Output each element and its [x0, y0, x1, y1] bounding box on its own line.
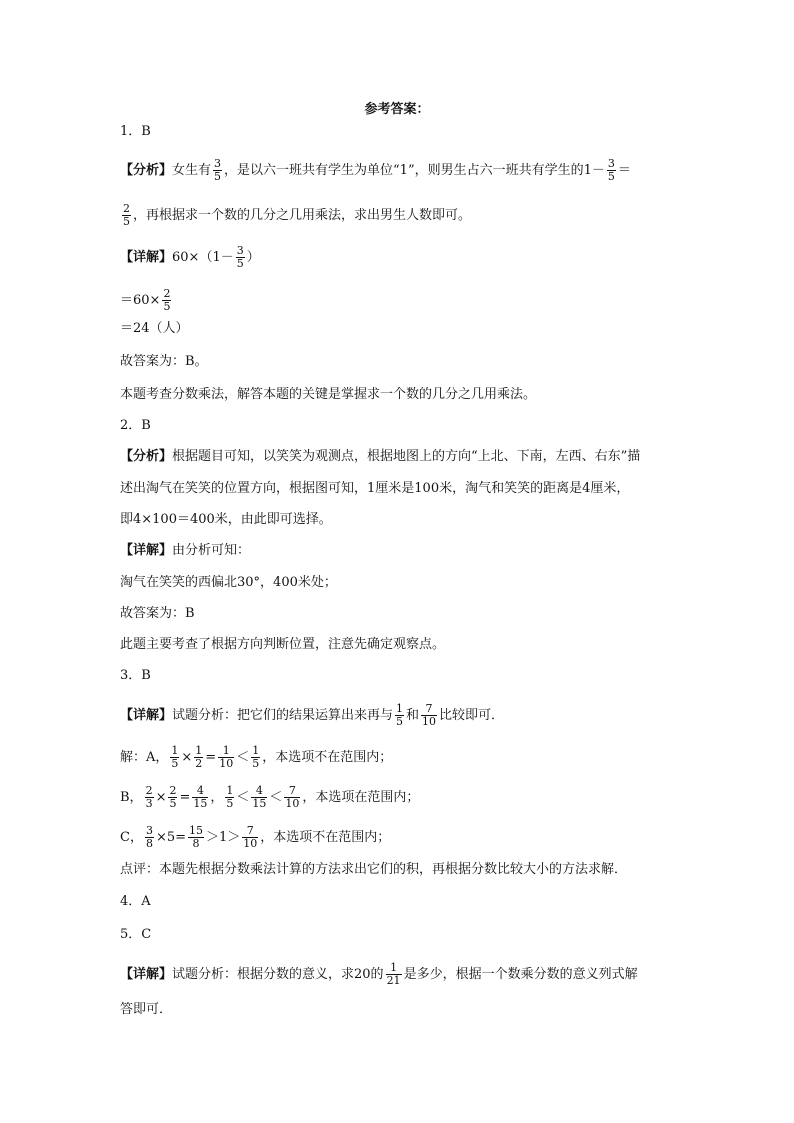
q1-detail-line2: ＝60× $\frac{2}{5}$: [120, 287, 171, 313]
fraction: $\frac{1}{21}$: [386, 961, 401, 987]
q3-solution-c: C， $\frac{3}{8}$ ×5= $\frac{15}{8}$ ＞1＞ $\frac{7}{10}$ ，本选项不在范围内；: [120, 824, 391, 850]
q3-detail-line1: 【详解】试题分析：把它们的结果运算出来再与 $\frac{1}{5}$ 和 $\frac{7}{10}$ 比较即可．: [120, 702, 505, 728]
detail-tag: 【详解】: [120, 543, 173, 558]
analysis-tag: 【分析】: [120, 163, 173, 178]
q4-number: 4．A: [120, 894, 151, 909]
q1-number: 1．B: [120, 124, 151, 139]
q2-summary: 此题主要考查了根据方向判断位置，注意先确定观察点。: [120, 637, 446, 652]
q3-solution-b: B， $\frac{2}{3}$ × $\frac{2}{5}$ = $\frac{4}{15}$ ， $\frac{1}{5}$ ＜ $\frac{4}{15}$ ＜ $\frac{7}{10}$ ，本选项在范围内；: [120, 784, 420, 810]
q2-detail-line2: 淘气在笑笑的西偏北30°，400米处；: [120, 575, 337, 590]
q5-number: 5．C: [120, 927, 152, 942]
q5-detail-line1: 【详解】试题分析：根据分数的意义，求20的 $\frac{1}{21}$ 是多少，根据一个数乘分数的意义列式解: [120, 961, 638, 987]
q2-analysis-line2: 述出淘气在笑笑的位置方向，根据图可知，1厘米是100米，淘气和笑笑的距离是4厘米，: [120, 481, 630, 496]
q3-number: 3．B: [120, 668, 151, 683]
q1-summary: 本题考查分数乘法，解答本题的关键是掌握求一个数的几分之几用乘法。: [120, 387, 537, 402]
fraction: $\frac{2}{5}$: [163, 287, 171, 313]
q1-detail-line1: 【详解】60×（1－ $\frac{3}{5}$ ）: [120, 244, 260, 270]
analysis-tag: 【分析】: [120, 449, 173, 464]
q2-detail-line1: 【详解】由分析可知：: [120, 543, 251, 558]
page-title: 参考答案：: [364, 102, 430, 117]
detail-tag: 【详解】: [120, 967, 173, 982]
fraction: $\frac{1}{5}$: [396, 702, 404, 728]
q2-analysis-line3: 即4×100＝400米，由此即可选择。: [120, 512, 332, 527]
fraction: $\frac{7}{10}$: [422, 702, 437, 728]
q1-detail-line3: ＝24（人）: [120, 321, 189, 336]
q3-comment: 点评：本题先根据分数乘法计算的方法求出它们的积，再根据分数比较大小的方法求解．: [120, 862, 628, 877]
q2-analysis-line1: 【分析】根据题目可知，以笑笑为观测点，根据地图上的方向“上北、下南，左西、右东”描: [120, 449, 641, 464]
fraction: $\frac{3}{5}$: [607, 157, 615, 183]
q1-analysis-line2: $\frac{2}{5}$ ，再根据求一个数的几分之几用乘法，求出男生人数即可。: [123, 202, 472, 228]
q2-answer: 故答案为：B: [120, 606, 195, 621]
q5-detail-line2: 答即可．: [120, 1002, 173, 1017]
fraction: $\frac{2}{5}$: [123, 202, 130, 228]
q2-number: 2．B: [120, 418, 151, 433]
q1-analysis-line1: 【分析】女生有 $\frac{3}{5}$ ，是以六一班共有学生为单位“1”，则男生占六一班共有学生的1－ $\frac{3}{5}$ ＝: [120, 157, 631, 183]
q1-answer: 故答案为：B。: [120, 354, 208, 369]
detail-tag: 【详解】: [120, 708, 173, 723]
fraction: $\frac{3}{5}$: [236, 244, 244, 270]
detail-tag: 【详解】: [120, 250, 173, 265]
q3-solution-a: 解：A， $\frac{1}{5}$ × $\frac{1}{2}$ = $\frac{1}{10}$ ＜ $\frac{1}{5}$ ，本选项不在范围内；: [120, 744, 393, 770]
fraction: $\frac{3}{5}$: [214, 157, 222, 183]
